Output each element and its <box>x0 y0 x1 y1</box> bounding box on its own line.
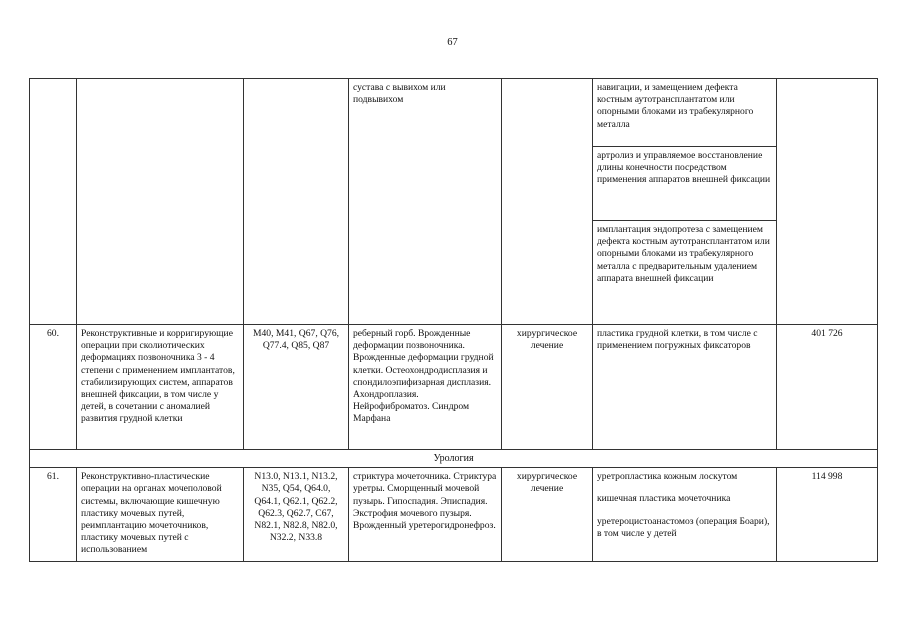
services-table <box>29 78 878 562</box>
cell-price: 401 726 <box>777 325 878 450</box>
cell-price <box>777 79 878 325</box>
method-item: уретропластика кожным лоскутом <box>597 471 738 483</box>
cell-treatment: хирургическое лечение <box>502 325 593 450</box>
table-row <box>30 468 878 562</box>
method-item: имплантация эндопротеза с замещением дефекта костным аутотрансплантатом или опорными блоками из трабекулярного металла с предварительным удалением аппарата внешней фиксации <box>597 224 770 284</box>
cell-number: 61. <box>30 468 77 562</box>
section-row <box>30 450 878 468</box>
cell-diagnosis: реберный горб. Врожденные деформации позвоночника. Врожденные деформации грудной клетки. Остеохондродисплазия и спондилоэпифизарная дисплазия. Ахондроплазия. Нейрофиброматоз. Синдром Марфана <box>349 325 502 450</box>
method-item: уретероцистоанастомоз (операция Боари), в том числе у детей <box>597 515 770 539</box>
cell-price: 114 998 <box>777 468 878 562</box>
cell-name: Реконструктивные и корригирующие операции при сколиотических деформациях позвоночника 3 - 4 степени с применением имплантатов, стабилизирующих систем, аппаратов внешней фиксации, в том числе у детей, в сочетании с аномалией развития грудной клетки <box>77 325 244 450</box>
cell-methods <box>593 468 777 562</box>
cell-codes: M40, M41, Q67, Q76, Q77.4, Q85, Q87 <box>244 325 349 450</box>
section-title: Урология <box>30 450 878 468</box>
cell-methods: пластика грудной клетки, в том числе с применением погружных фиксаторов <box>593 325 777 450</box>
cell-diagnosis: стриктура мочеточника. Стриктура уретры. Сморщенный мочевой пузырь. Гипоспадия. Эписпадия. Экстрофия мочевого пузыря. Врожденный уретерогидронефроз. <box>349 468 502 562</box>
cell-treatment <box>502 79 593 325</box>
cell-number: 60. <box>30 325 77 450</box>
cell-diagnosis: сустава с вывихом или подвывихом <box>349 79 502 325</box>
continuation-row <box>30 79 878 325</box>
table-row <box>30 325 878 450</box>
method-item: кишечная пластика мочеточника <box>597 493 731 505</box>
cell-codes <box>244 79 349 325</box>
page-number: 67 <box>447 37 458 48</box>
method-item: навигации, и замещением дефекта костным аутотрансплантатом или опорными блоками из трабекулярного металла <box>593 79 776 147</box>
cell-treatment: хирургическое лечение <box>502 468 593 562</box>
cell-name: Реконструктивно-пластические операции на органах мочеполовой системы, включающие кишечную пластику мочевых путей, реимплантацию мочеточников, пластику мочевых путей с использованием <box>77 468 244 562</box>
cell-name <box>77 79 244 325</box>
cell-codes: N13.0, N13.1, N13.2, N35, Q54, Q64.0, Q64.1, Q62.1, Q62.2, Q62.3, Q62.7, C67, N82.1, N82.8, N82.0, N32.2, N33.8 <box>244 468 349 562</box>
cell-number <box>30 79 77 325</box>
method-item: артролиз и управляемое восстановление длины конечности посредством применения аппаратов внешней фиксации <box>593 147 776 221</box>
cell-methods <box>593 79 777 325</box>
